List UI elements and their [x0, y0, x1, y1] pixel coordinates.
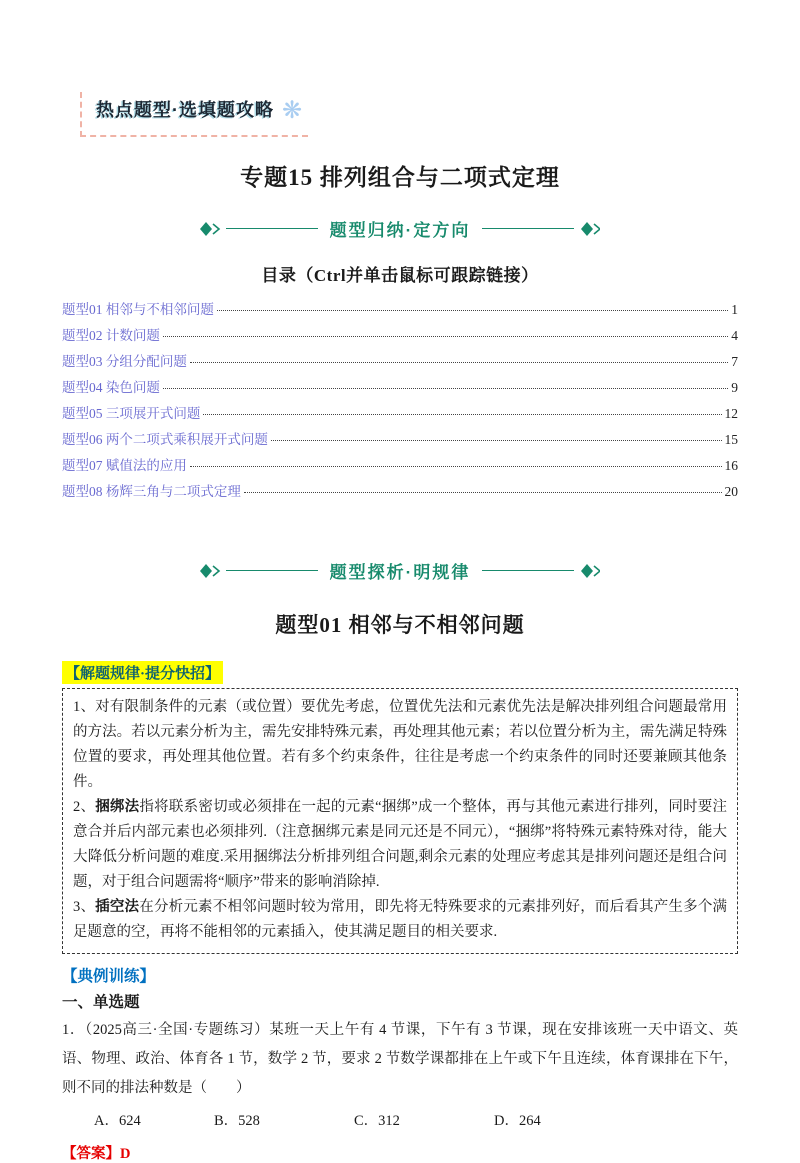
diamond-arrow-icon	[200, 564, 226, 578]
toc-page-number: 9	[731, 380, 738, 395]
banner-line	[226, 228, 318, 229]
toc-entry-label[interactable]: 题型01 相邻与不相邻问题	[62, 302, 214, 317]
toc-entry-08[interactable]	[62, 480, 738, 506]
toc-entry-01[interactable]	[62, 298, 738, 324]
tip-term: 捆绑法	[95, 799, 140, 815]
banner-first-label: 题型归纳·定方向	[329, 221, 471, 240]
toc-dot-leader	[271, 440, 722, 441]
option-b[interactable]	[214, 1109, 354, 1130]
tip-prefix: 3、	[73, 899, 96, 915]
tip-term: 插空法	[95, 899, 140, 915]
section-heading: 题型01 相邻与不相邻问题	[275, 613, 525, 637]
toc-page-number: 20	[724, 484, 738, 499]
options-row	[62, 1109, 738, 1130]
tip-text: 指将联系密切或必须排在一起的元素“捆绑”成一个整体，再与其他元素进行排列，同时要注意合并后内部元素也必须排列.（注意捆绑元素是同元还是不同元），“捆绑”将特殊元素特殊对待，能大大降低分析问题的难度.采用捆绑法分析排列组合问题,剩余元素的处理应考虑其是排列问题还是组合问题，对于组合问题需将“顺序”带来的影响消除掉.	[73, 799, 728, 890]
answer-value: D	[120, 1146, 131, 1162]
tip-prefix: 2、	[73, 799, 96, 815]
toc-dot-leader	[163, 388, 728, 389]
tip-text: 对有限制条件的元素（或位置）要优先考虑，位置优先法和元素优先法是解决排列组合问题最常用的方法。若以元素分析为主，需先安排特殊元素，再处理其他元素；若以位置分析为主，需先满足特殊位置的要求，再处理其他位置。若有多个约束条件，往往是考虑一个约束条件的同时还要兼顾其他条件。	[73, 699, 728, 790]
question-1	[62, 1016, 738, 1103]
option-a[interactable]	[94, 1109, 214, 1130]
option-key: B．	[214, 1113, 239, 1129]
toc-entry-06[interactable]	[62, 428, 738, 454]
option-value: 624	[118, 1113, 141, 1129]
tips-label: 【解题规律·提分快招】	[62, 661, 223, 684]
tip-prefix: 1、	[73, 699, 96, 715]
toc-entry-label[interactable]: 题型03 分组分配问题	[62, 354, 187, 369]
answer-row	[62, 1142, 738, 1163]
toc-page-number: 7	[731, 354, 738, 369]
toc-page-number: 12	[724, 406, 738, 421]
option-value: 312	[378, 1113, 400, 1129]
tips-box	[62, 688, 738, 954]
diamond-arrow-icon	[200, 222, 226, 236]
diamond-arrow-icon	[574, 222, 600, 236]
banner-line	[226, 570, 318, 571]
toc-page-number: 1	[731, 302, 738, 317]
tip-item-3	[73, 895, 727, 945]
toc-dot-leader	[190, 362, 728, 363]
toc-entry-label[interactable]: 题型07 赋值法的应用	[62, 458, 187, 473]
toc-entry-04[interactable]	[62, 376, 738, 402]
toc-entry-07[interactable]	[62, 454, 738, 480]
toc-entry-label[interactable]: 题型02 计数问题	[62, 328, 160, 343]
option-value: 264	[518, 1113, 541, 1129]
toc-page-number: 4	[731, 328, 738, 343]
toc-dot-leader	[163, 336, 728, 337]
toc-dot-leader	[190, 466, 722, 467]
toc-title: 目录（Ctrl并单击鼠标可跟踪链接）	[261, 266, 539, 285]
banner-line	[482, 570, 574, 571]
banner-second	[200, 558, 600, 583]
table-of-contents	[62, 298, 738, 506]
toc-entry-label[interactable]: 题型08 杨辉三角与二项式定理	[62, 484, 241, 499]
toc-entry-label[interactable]: 题型04 染色问题	[62, 380, 160, 395]
tip-item-2	[73, 795, 727, 895]
question-number: 1．	[62, 1022, 85, 1038]
option-c[interactable]	[354, 1109, 494, 1130]
training-label: 【典例训练】	[62, 968, 156, 985]
toc-dot-leader	[217, 310, 728, 311]
banner-second-label: 题型探析·明规律	[329, 563, 471, 582]
tip-item-1	[73, 695, 727, 795]
toc-entry-label[interactable]: 题型06 两个二项式乘积展开式问题	[62, 432, 268, 447]
diamond-arrow-icon	[574, 564, 600, 578]
snowflake-icon: ❋	[282, 98, 303, 124]
banner-line	[482, 228, 574, 229]
banner-first	[200, 216, 600, 241]
option-key: A．	[94, 1113, 119, 1129]
toc-entry-03[interactable]	[62, 350, 738, 376]
series-badge-label: 热点题型·选填题攻略	[96, 100, 274, 120]
question-text: （2025高三·全国·专题练习）某班一天上午有 4 节课，下午有 3 节课，现在安排该班一天中语文、英语、物理、政治、体育各 1 节，数学 2 节，要求 2 节数学课都排在上午或下午且连续，体育课排在下午，则不同的排法种数是（ ）	[62, 1022, 739, 1096]
option-d[interactable]	[494, 1109, 634, 1130]
toc-dot-leader	[203, 414, 721, 415]
option-value: 528	[238, 1113, 260, 1129]
series-badge	[80, 92, 308, 137]
toc-entry-05[interactable]	[62, 402, 738, 428]
answer-label: 【答案】	[62, 1146, 120, 1162]
tip-text: 在分析元素不相邻问题时较为常用，即先将无特殊要求的元素排列好，而后看其产生多个满足题意的空，再将不能相邻的元素插入，使其满足题目的相关要求.	[73, 899, 728, 940]
toc-page-number: 16	[724, 458, 738, 473]
toc-page-number: 15	[724, 432, 738, 447]
option-key: C．	[354, 1113, 379, 1129]
page-title: 专题15 排列组合与二项式定理	[240, 165, 560, 190]
subsection-title: 一、单选题	[62, 994, 140, 1011]
option-key: D．	[494, 1113, 519, 1129]
toc-dot-leader	[244, 492, 722, 493]
toc-entry-02[interactable]	[62, 324, 738, 350]
toc-entry-label[interactable]: 题型05 三项展开式问题	[62, 406, 201, 421]
